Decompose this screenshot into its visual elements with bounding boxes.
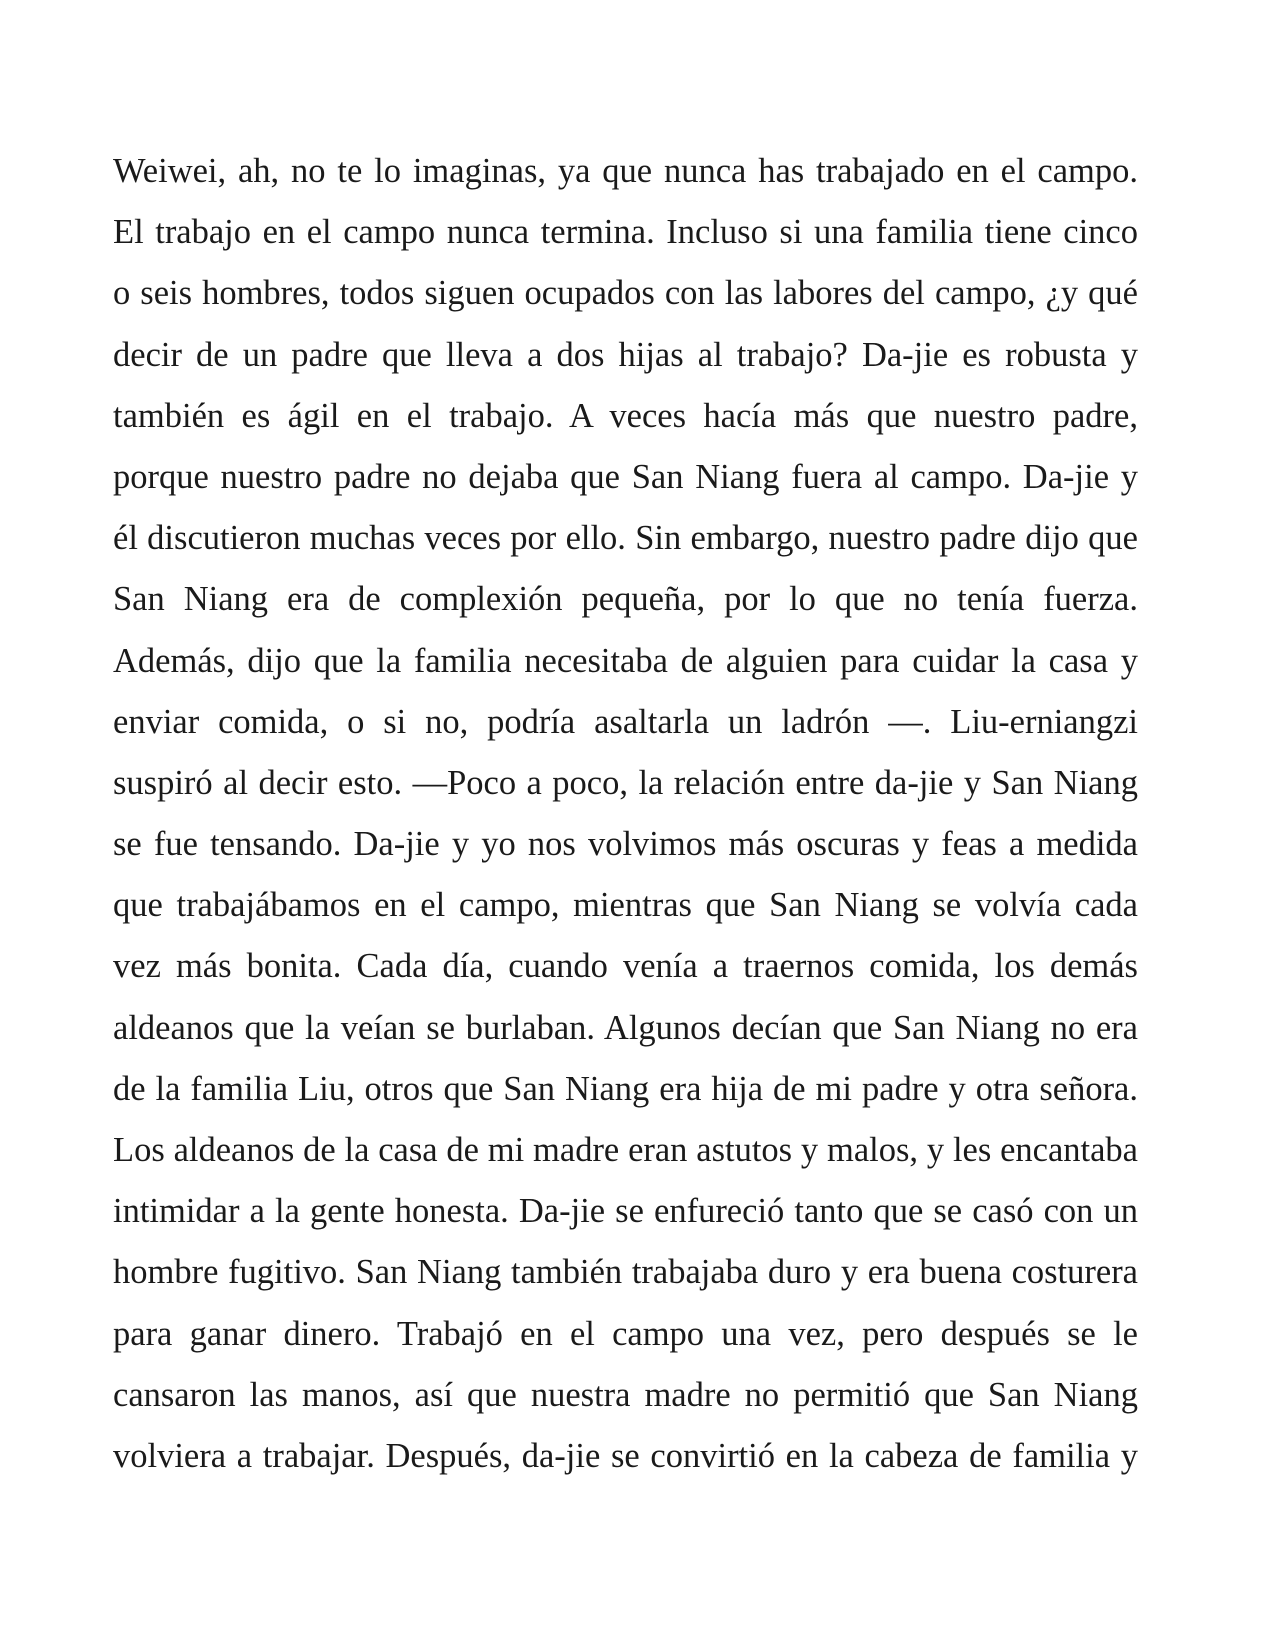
- text-line-2: El trabajo en el campo nunca termina. Incluso si una familia tiene cinco: [113, 213, 1138, 252]
- text-line-19: hombre fugitivo. San Niang también trabajaba duro y era buena costurera: [113, 1253, 1138, 1292]
- text-line-17: Los aldeanos de la casa de mi madre eran astutos y malos, y les encantaba: [113, 1131, 1138, 1169]
- text-line-14: vez más bonita. Cada día, cuando venía a traernos comida, los demás: [113, 947, 1138, 986]
- text-line-12: se fue tensando. Da-jie y yo nos volvimos más oscuras y feas a medida: [113, 825, 1138, 864]
- text-line-16: de la familia Liu, otros que San Niang era hija de mi padre y otra señora.: [113, 1069, 1138, 1108]
- text-line-1: Weiwei, ah, no te lo imaginas, ya que nunca has trabajado en el campo.: [113, 152, 1138, 190]
- text-line-18: intimidar a la gente honesta. Da-jie se enfureció tanto que se casó con un: [113, 1192, 1138, 1231]
- text-line-3: o seis hombres, todos siguen ocupados con las labores del campo, ¿y qué: [113, 274, 1138, 313]
- text-line-4: decir de un padre que lleva a dos hijas al trabajo? Da-jie es robusta y: [113, 335, 1138, 374]
- text-line-22: volviera a trabajar. Después, da-jie se convirtió en la cabeza de familia y: [113, 1436, 1138, 1475]
- text-line-15: aldeanos que la veían se burlaban. Algunos decían que San Niang no era: [113, 1008, 1138, 1047]
- text-line-5: también es ágil en el trabajo. A veces hacía más que nuestro padre,: [113, 396, 1138, 435]
- text-line-21: cansaron las manos, así que nuestra madre no permitió que San Niang: [113, 1375, 1138, 1414]
- text-line-9: Además, dijo que la familia necesitaba de alguien para cuidar la casa y: [113, 641, 1138, 680]
- text-line-8: San Niang era de complexión pequeña, por lo que no tenía fuerza.: [113, 580, 1138, 619]
- text-line-6: porque nuestro padre no dejaba que San Niang fuera al campo. Da-jie y: [113, 457, 1138, 496]
- text-line-10: enviar comida, o si no, podría asaltarla un ladrón —. Liu-erniangzi: [113, 702, 1138, 741]
- body-text: [113, 141, 1138, 1487]
- text-line-20: para ganar dinero. Trabajó en el campo una vez, pero después se le: [113, 1314, 1138, 1353]
- text-line-13: que trabajábamos en el campo, mientras que San Niang se volvía cada: [113, 886, 1138, 925]
- text-line-11: suspiró al decir esto. —Poco a poco, la relación entre da-jie y San Niang: [113, 763, 1138, 802]
- text-line-7: él discutieron muchas veces por ello. Sin embargo, nuestro padre dijo que: [113, 519, 1138, 558]
